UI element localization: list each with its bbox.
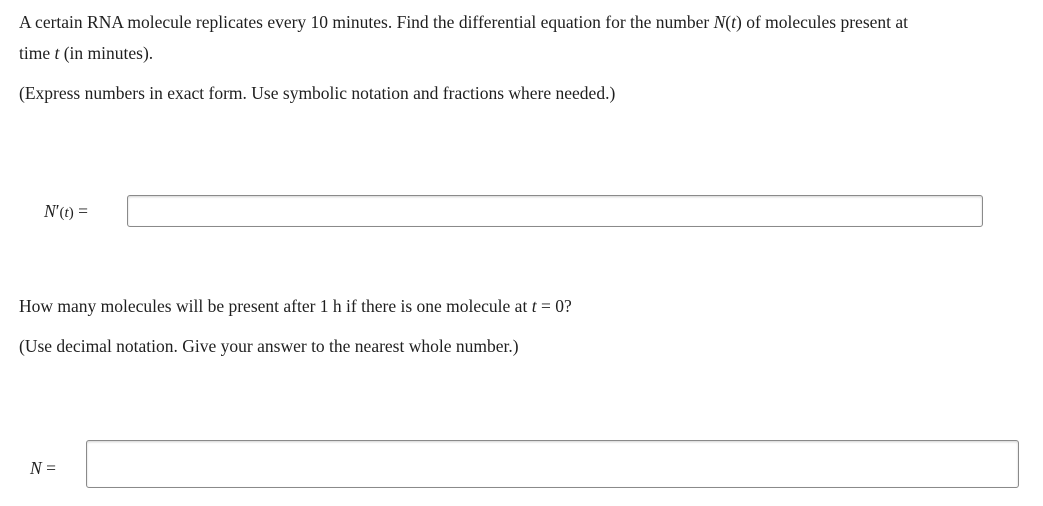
open-paren: ( [59,205,65,221]
prime-symbol: ′ [55,201,60,221]
equals-sign: = [46,458,56,478]
question1-text-line1 [19,11,908,33]
question2-text-value: 0? [555,296,572,316]
question1-instruction: (Express numbers in exact form. Use symbolic notation and fractions where needed.) [19,83,616,103]
derivative-answer-input[interactable] [127,195,983,227]
question2-text-prefix: How many molecules will be present after 1 h if there is one molecule at [19,296,528,316]
variable-n-symbol: N [30,458,42,478]
equals-sign: = [540,296,551,316]
question1-text-prefix: A certain RNA molecule replicates every 10 minutes. Find the differential equation for the number [19,12,710,32]
close-paren: ) [736,12,742,32]
function-n-symbol: N [44,201,56,221]
derivative-answer-label [44,200,88,224]
variable-t-symbol: t [64,205,69,221]
open-paren: ( [725,12,732,32]
equals-sign: = [78,201,88,221]
question1-line2-suffix: (in minutes). [63,43,154,63]
function-n-symbol: N [713,12,726,32]
variable-t-symbol: t [531,296,537,316]
molecule-count-answer-input[interactable] [86,440,1019,488]
close-paren: ) [68,205,74,221]
question1-text-suffix: of molecules present at [746,12,909,32]
molecule-count-answer-label [30,457,56,479]
question1-line2-prefix: time [19,43,51,63]
question1-text-line2 [19,42,153,64]
question2-instruction: (Use decimal notation. Give your answer to the nearest whole number.) [19,336,519,356]
question2-text [19,295,572,317]
variable-t-symbol: t [731,12,736,32]
variable-t-symbol: t [54,43,60,63]
